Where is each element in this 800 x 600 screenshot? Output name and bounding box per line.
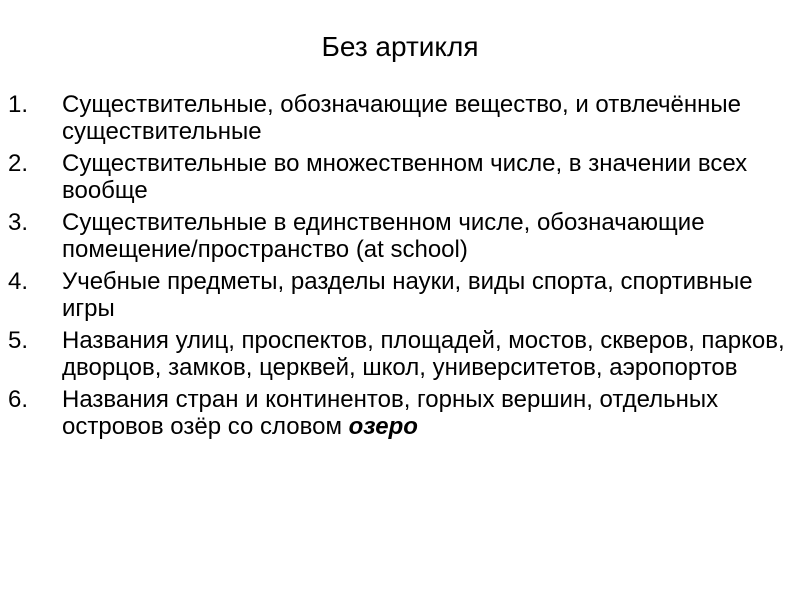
- list-item-text: Учебные предметы, разделы науки, виды спорта, спортивные игры: [62, 268, 753, 322]
- numbered-list: [0, 92, 800, 446]
- list-item-number: 2.: [8, 150, 29, 177]
- list-item: [0, 269, 800, 322]
- list-item-number: 4.: [8, 268, 29, 295]
- list-item-text-main: Названия стран и континентов, горных вершин, отдельных островов озёр со словом: [62, 386, 719, 440]
- list-item-number: 5.: [8, 327, 29, 354]
- list-item: [0, 92, 800, 145]
- list-item: [0, 151, 800, 204]
- list-item: [0, 210, 800, 263]
- slide-title: Без артикля: [321, 31, 479, 62]
- list-item-text: [62, 386, 718, 440]
- list-item: [0, 387, 800, 440]
- list-item-text: Существительные, обозначающие вещество, и отвлечённые существительные: [62, 91, 741, 145]
- list-item-text: Существительные во множественном числе, в значении всех вообще: [62, 150, 748, 204]
- list-item-text: Названия улиц, проспектов, площадей, мостов, скверов, парков, дворцов, замков, церквей, школ, университетов, аэропортов: [62, 327, 785, 381]
- emphasized-word: озеро: [348, 412, 418, 440]
- list-item-text: Существительные в единственном числе, обозначающие помещение/пространство (at school): [62, 209, 705, 263]
- list-item-number: 6.: [8, 386, 29, 413]
- list-item-number: 1.: [8, 91, 29, 118]
- list-item-number: 3.: [8, 209, 29, 236]
- list-item: [0, 328, 800, 381]
